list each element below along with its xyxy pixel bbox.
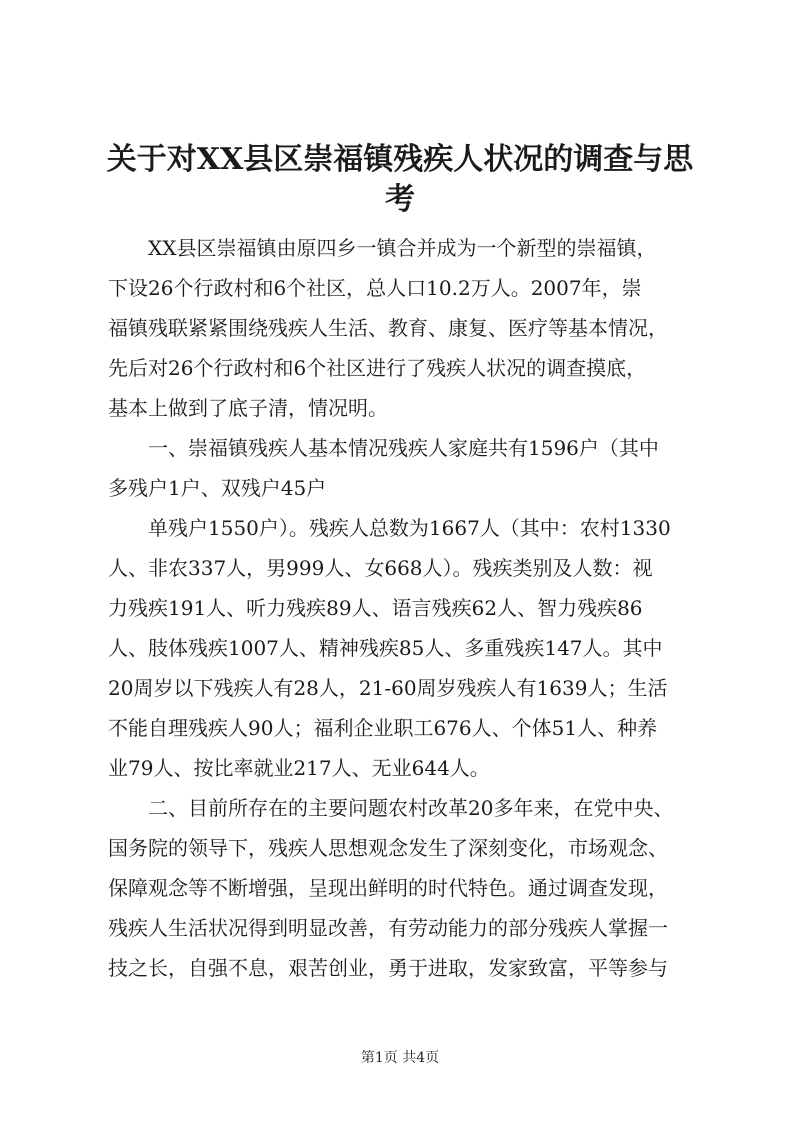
- paragraph-line: 多残户1户、双残户45户: [108, 476, 327, 500]
- paragraph-line: 不能自理残疾人90人；福利企业职工676人、个体51人、种养: [108, 716, 658, 740]
- paragraph-line: 力残疾191人、听力残疾89人、语言残疾62人、智力残疾86: [108, 596, 643, 620]
- paragraph-line: 人、非农337人，男999人、女668人）。残疾类别及人数：视: [108, 556, 653, 580]
- paragraph-line: 下设26个行政村和6个社区，总人口10.2万人。2007年，崇: [108, 276, 642, 300]
- document-body: [108, 228, 700, 988]
- title-line: 考: [385, 182, 415, 217]
- title-line: 关于对XX县区崇福镇残疾人状况的调查与思: [106, 142, 694, 177]
- paragraph-line: 单残户1550户）。残疾人总数为1667人（其中：农村1330: [148, 516, 671, 540]
- paragraph-line: 技之长，自强不息，艰苦创业，勇于进取，发家致富，平等参与: [108, 956, 668, 980]
- paragraph-line: XX县区崇福镇由原四乡一镇合并成为一个新型的崇福镇，: [148, 236, 657, 260]
- page-footer: [0, 1048, 800, 1068]
- document-title: [100, 140, 700, 220]
- paragraph-line: 业79人、按比率就业217人、无业644人。: [108, 756, 490, 780]
- paragraph-line: 福镇残联紧紧围绕残疾人生活、教育、康复、医疗等基本情况，: [108, 316, 668, 340]
- paragraph-line: 二、目前所存在的主要问题农村改革20多年来，在党中央、: [148, 796, 674, 820]
- paragraph-line: 20周岁以下残疾人有28人，21-60周岁残疾人有1639人；生活: [108, 676, 668, 700]
- paragraph-line: 先后对26个行政村和6个社区进行了残疾人状况的调查摸底，: [108, 356, 647, 380]
- paragraph-line: 基本上做到了底子清，情况明。: [108, 396, 388, 420]
- paragraph-line: 一、崇福镇残疾人基本情况残疾人家庭共有1596户（其中: [148, 436, 659, 460]
- paragraph-line: 国务院的领导下，残疾人思想观念发生了深刻变化，市场观念、: [108, 836, 668, 860]
- paragraph-line: 保障观念等不断增强，呈现出鲜明的时代特色。通过调查发现，: [108, 876, 668, 900]
- paragraph-line: 人、肢体残疾1007人、精神残疾85人、多重残疾147人。其中: [108, 636, 663, 660]
- page-number: 第1页 共4页: [360, 1050, 440, 1066]
- paragraph-line: 残疾人生活状况得到明显改善，有劳动能力的部分残疾人掌握一: [108, 916, 668, 940]
